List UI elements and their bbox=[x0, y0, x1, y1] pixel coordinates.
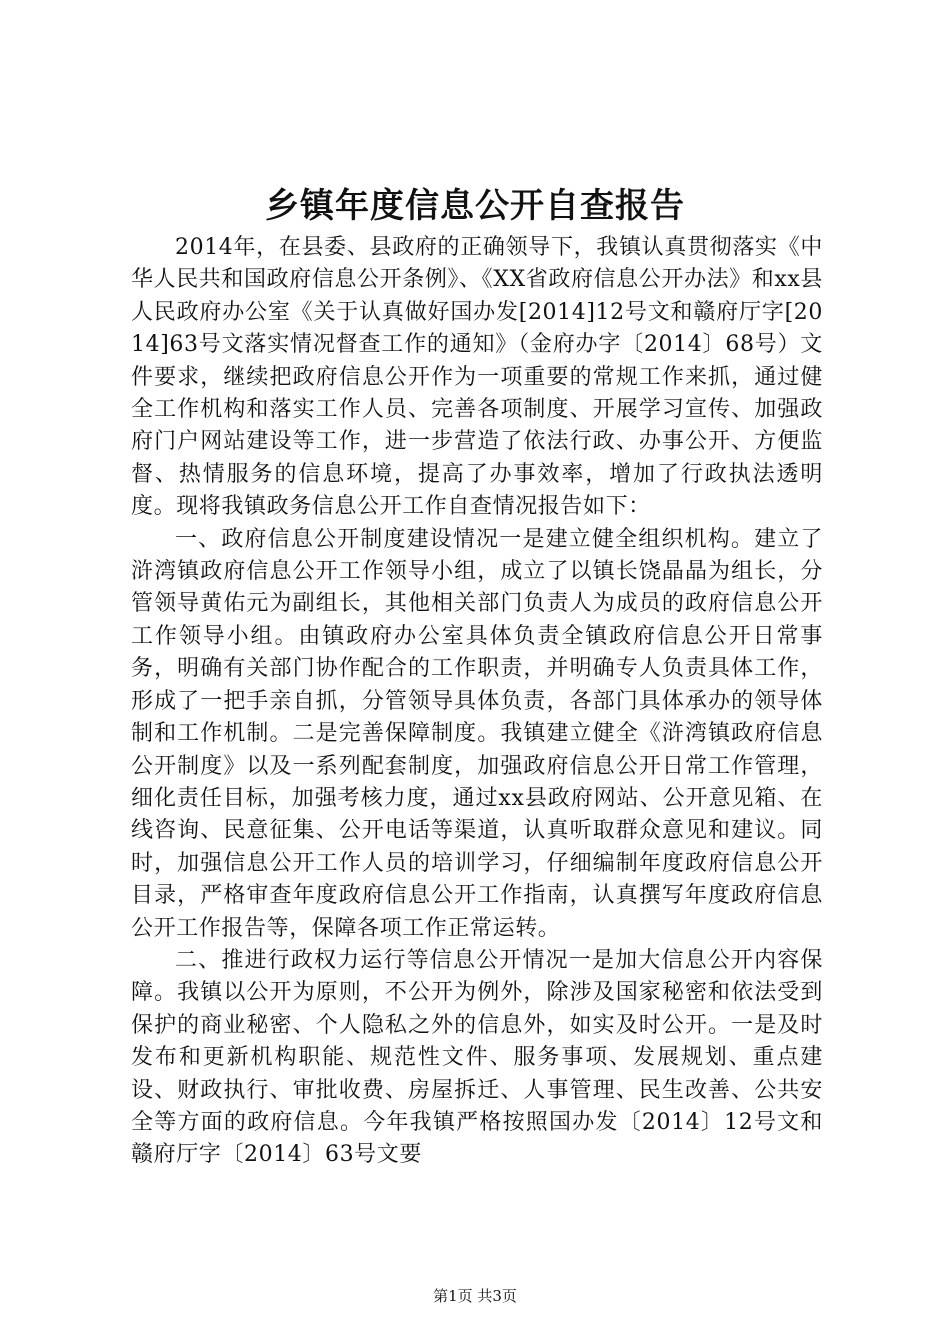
document-body bbox=[131, 232, 823, 1172]
document-title: 乡镇年度信息公开自查报告 bbox=[265, 186, 685, 226]
page-indicator: 第1页 共3页 bbox=[433, 1287, 517, 1305]
paragraph-section-one: 一、政府信息公开制度建设情况一是建立健全组织机构。建立了浒湾镇政府信息公开工作领导小组，成立了以镇长饶晶晶为组长，分管领导黄佑元为副组长，其他相关部门负责人为成员的政府信息公开工作领导小组。由镇政府办公室具体负责全镇政府信息公开日常事务，明确有关部门协作配合的工作职责，并明确专人负责具体工作，形成了一把手亲自抓，分管领导具体负责，各部门具体承办的领导体制和工作机制。二是完善保障制度。我镇建立健全《浒湾镇政府信息公开制度》以及一系列配套制度，加强政府信息公开日常工作管理，细化责任目标，加强考核力度，通过xx县政府网站、公开意见箱、在线咨询、民意征集、公开电话等渠道，认真听取群众意见和建议。同时，加强信息公开工作人员的培训学习，仔细编制年度政府信息公开目录，严格审查年度政府信息公开工作指南，认真撰写年度政府信息公开工作报告等，保障各项工作正常运转。 bbox=[131, 526, 823, 941]
paragraph-intro: 2014年，在县委、县政府的正确领导下，我镇认真贯彻落实《中华人民共和国政府信息公开条例》、《XX省政府信息公开办法》和xx县人民政府办公室《关于认真做好国办发[2014]12号文和赣府厅字[2014]63号文落实情况督查工作的通知》（金府办字〔2014〕68号）文件要求，继续把政府信息公开作为一项重要的常规工作来抓，通过健全工作机构和落实工作人员、完善各项制度、开展学习宣传、加强政府门户网站建设等工作，进一步营造了依法行政、办事公开、方便监督、热情服务的信息环境，提高了办事效率，增加了行政执法透明度。现将我镇政务信息公开工作自查情况报告如下： bbox=[131, 235, 823, 520]
paragraph-section-two: 二、推进行政权力运行等信息公开情况一是加大信息公开内容保障。我镇以公开为原则，不公开为例外，除涉及国家秘密和依法受到保护的商业秘密、个人隐私之外的信息外，如实及时公开。一是及时发布和更新机构职能、规范性文件、服务事项、发展规划、重点建设、财政执行、审批收费、房屋拆迁、人事管理、民生改善、公共安全等方面的政府信息。今年我镇严格按照国办发〔2014〕12号文和赣府厅字〔2014〕63号文要 bbox=[131, 947, 823, 1168]
